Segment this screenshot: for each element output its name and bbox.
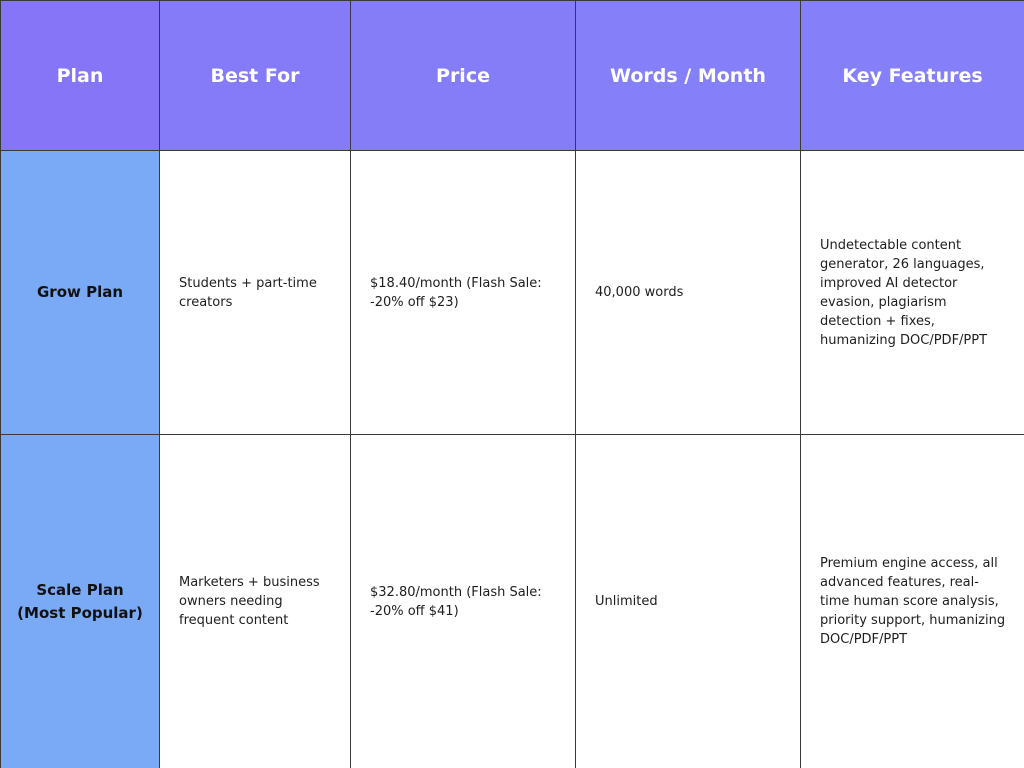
table-row	[1, 151, 1024, 435]
best-for-cell: Students + part-time creators	[160, 151, 351, 435]
table-header	[1, 1, 1024, 151]
features-cell: Premium engine access, all advanced features, real-time human score analysis, priority support, humanizing DOC/PDF/PPT	[801, 435, 1024, 768]
header-words-per-month: Words / Month	[576, 1, 801, 151]
price-cell: $32.80/month (Flash Sale: -20% off $41)	[351, 435, 576, 768]
price-cell: $18.40/month (Flash Sale: -20% off $23)	[351, 151, 576, 435]
plan-cell-scale	[1, 435, 160, 768]
features-cell: Undetectable content generator, 26 languages, improved AI detector evasion, plagiarism detection + fixes, humanizing DOC/PDF/PPT	[801, 151, 1024, 435]
plan-name: Scale Plan	[36, 580, 124, 599]
header-key-features: Key Features	[801, 1, 1024, 151]
words-cell: Unlimited	[576, 435, 801, 768]
header-row	[1, 1, 1024, 151]
plan-cell-grow	[1, 151, 160, 435]
best-for-cell: Marketers + business owners needing frequent content	[160, 435, 351, 768]
plan-name: Grow Plan	[36, 283, 124, 301]
table-row	[1, 435, 1024, 768]
header-price: Price	[351, 1, 576, 151]
plan-popular-note: (Most Popular)	[17, 603, 143, 622]
words-cell: 40,000 words	[576, 151, 801, 435]
header-best-for: Best For	[160, 1, 351, 151]
table-body	[1, 151, 1024, 768]
header-plan: Plan	[1, 1, 160, 151]
